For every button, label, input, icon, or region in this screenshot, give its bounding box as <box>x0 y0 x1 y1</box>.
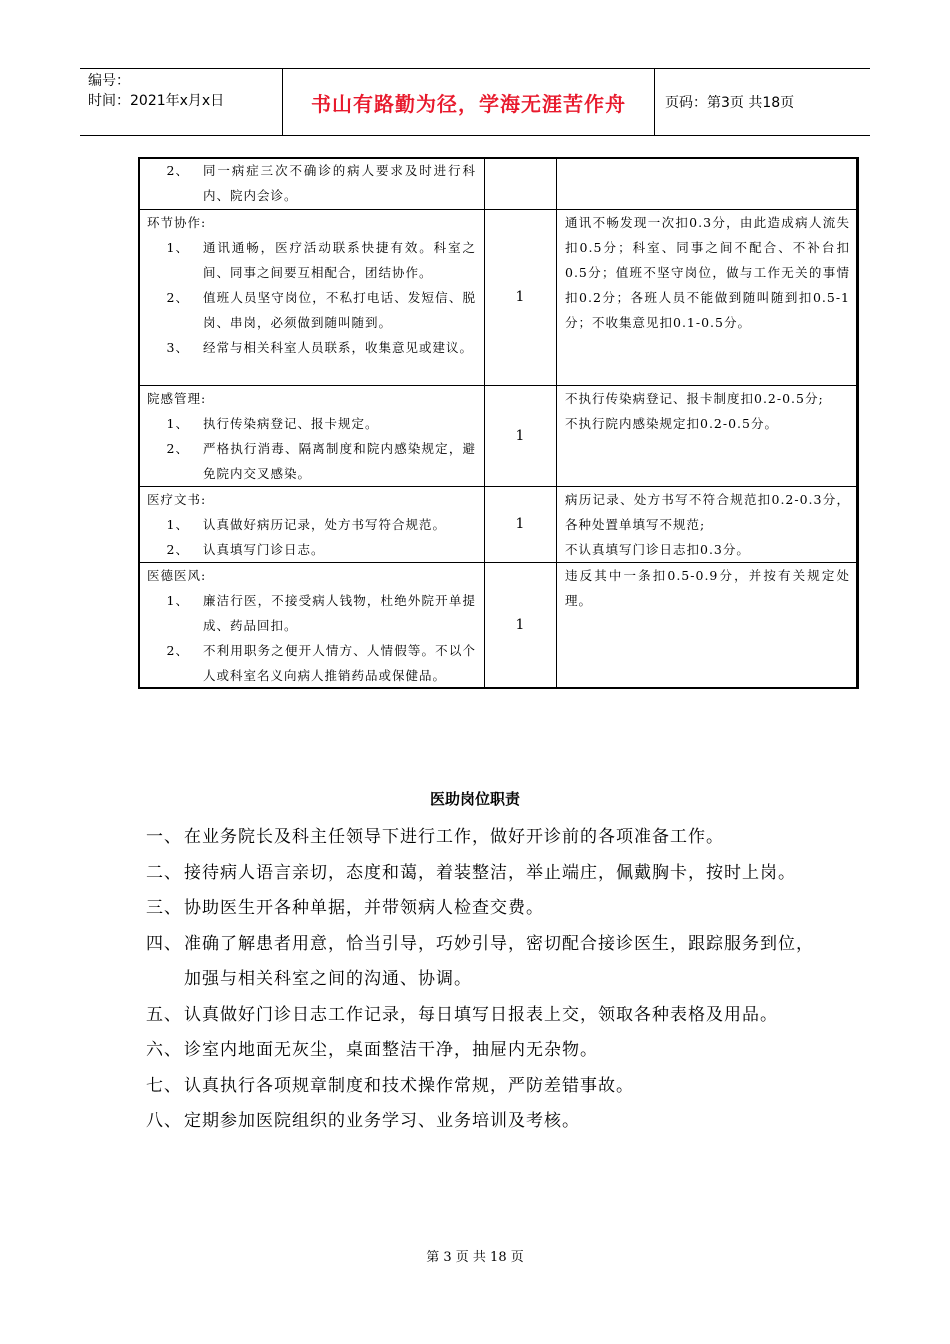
assessment-table-body <box>139 158 859 689</box>
table-row <box>139 210 859 386</box>
deduction-cell <box>557 487 859 563</box>
duty-text: 在业务院长及科主任领导下进行工作，做好开诊前的各项准备工作。 <box>184 827 724 847</box>
standard-item <box>147 285 476 335</box>
duty-item <box>146 927 816 998</box>
duty-number: 一、 <box>146 827 182 847</box>
standard-item <box>147 588 476 638</box>
duty-number: 六、 <box>146 1040 182 1060</box>
duty-number: 三、 <box>146 898 182 918</box>
duty-text: 定期参加医院组织的业务学习、业务培训及考核。 <box>184 1111 580 1131</box>
deduction-text: 通讯不畅发现一次扣0.3分，由此造成病人流失扣0.5分；科室、同事之间不配合、不补台扣0.5分；值班不坚守岗位，做与工作无关的事情扣0.2分；各班人员不能做到随叫随到扣0.5-1分；不收集意见扣0.1-0.5分。 <box>565 215 850 330</box>
standard-item <box>147 537 476 562</box>
score-cell <box>485 158 557 210</box>
item-number: 1、 <box>166 593 189 608</box>
item-number: 1、 <box>166 517 189 532</box>
category-label: 院感管理: <box>147 391 207 406</box>
duty-number: 七、 <box>146 1075 182 1096</box>
item-text: 廉洁行医，不接受病人钱物，杜绝外院开单提成、药品回扣。 <box>203 593 476 633</box>
page-footer: 第 3 页 共 18 页 <box>426 1250 524 1265</box>
score-cell: 1 <box>485 210 557 386</box>
standard-cell <box>139 158 485 210</box>
category-label: 医疗文书: <box>147 492 207 507</box>
item-number: 2、 <box>166 163 189 178</box>
duty-number: 二、 <box>146 862 182 883</box>
duty-text: 诊室内地面无灰尘，桌面整洁干净，抽屉内无杂物。 <box>184 1040 598 1060</box>
page-header <box>80 68 870 136</box>
duty-text: 接待病人语言亲切，态度和蔼，着装整洁，举止端庄，佩戴胸卡，按时上岗。 <box>184 862 796 883</box>
item-text: 不利用职务之便开人情方、人情假等。不以个人或科室名义向病人推销药品或保健品。 <box>203 643 476 683</box>
duty-text: 准确了解患者用意，恰当引导，巧妙引导，密切配合接诊医生，跟踪服务到位，加强与相关科室之间的沟通、协调。 <box>184 933 814 989</box>
standard-cell <box>139 563 485 689</box>
header-page-info: 页码：第3页 共18页 <box>665 95 795 111</box>
item-text: 通讯通畅，医疗活动联系快捷有效。科室之间、同事之间要互相配合，团结协作。 <box>203 240 476 280</box>
duty-item <box>146 1069 816 1105</box>
duty-item <box>146 820 816 856</box>
header-meta <box>80 69 283 135</box>
item-text: 认真做好病历记录，处方书写符合规范。 <box>203 517 447 532</box>
duty-number: 八、 <box>146 1111 182 1131</box>
deduction-text: 病历记录、处方书写不符合规范扣0.2-0.3分，各种处置单填写不规范; <box>565 492 850 532</box>
duty-item <box>146 1104 816 1140</box>
duty-text: 认真做好门诊日志工作记录，每日填写日报表上交，领取各种表格及用品。 <box>184 1004 778 1025</box>
score-cell: 1 <box>485 563 557 689</box>
standard-item <box>147 512 476 537</box>
item-number: 3、 <box>166 340 189 355</box>
deduction-text: 不执行传染病登记、报卡制度扣0.2-0.5分; <box>565 391 824 406</box>
deduction-text: 不执行院内感染规定扣0.2-0.5分。 <box>565 416 778 431</box>
standard-item <box>147 436 476 486</box>
table-row <box>139 158 859 210</box>
score-cell: 1 <box>485 487 557 563</box>
category-label: 环节协作: <box>147 215 207 230</box>
duty-item <box>146 856 816 892</box>
category-label: 医德医风: <box>147 568 207 583</box>
deduction-text: 违反其中一条扣0.5-0.9分，并按有关规定处理。 <box>565 568 850 608</box>
standard-cell <box>139 210 485 386</box>
item-number: 1、 <box>166 240 189 255</box>
deduction-cell <box>557 210 859 386</box>
item-text: 经常与相关科室人员联系，收集意见或建议。 <box>203 340 474 355</box>
item-text: 值班人员坚守岗位，不私打电话、发短信、脱岗、串岗，必须做到随叫随到。 <box>203 290 476 330</box>
standard-cell <box>139 487 485 563</box>
table-row <box>139 386 859 487</box>
standard-item <box>147 235 476 285</box>
deduction-cell <box>557 563 859 689</box>
header-motto: 书山有路勤为径，学海无涯苦作舟 <box>283 69 655 135</box>
standard-item <box>147 638 476 688</box>
duty-number: 五、 <box>146 1004 182 1025</box>
item-text: 认真填写门诊日志。 <box>203 542 325 557</box>
section-title: 医助岗位职责 <box>429 790 520 808</box>
deduction-cell <box>557 158 859 210</box>
deduction-text: 不认真填写门诊日志扣0.3分。 <box>565 542 750 557</box>
header-number-label: 编号： <box>88 73 130 89</box>
header-time-label: 时间：2021年x月x日 <box>88 93 225 109</box>
item-text: 严格执行消毒、隔离制度和院内感染规定，避免院内交叉感染。 <box>203 441 476 481</box>
table-row <box>139 563 859 689</box>
duty-item <box>146 891 816 927</box>
standard-item <box>147 411 476 436</box>
item-number: 1、 <box>166 416 189 431</box>
standard-item <box>147 335 476 360</box>
item-number: 2、 <box>166 643 189 658</box>
duty-text: 协助医生开各种单据，并带领病人检查交费。 <box>184 898 544 918</box>
deduction-cell <box>557 386 859 487</box>
duty-text: 认真执行各项规章制度和技术操作常规，严防差错事故。 <box>184 1075 634 1096</box>
assessment-table <box>138 157 859 689</box>
standard-cell <box>139 386 485 487</box>
standard-item <box>147 158 476 208</box>
item-text: 同一病症三次不确诊的病人要求及时进行科内、院内会诊。 <box>203 163 476 203</box>
table-row <box>139 487 859 563</box>
duties-list <box>146 820 816 1140</box>
duty-item <box>146 998 816 1034</box>
item-number: 2、 <box>166 542 189 557</box>
score-cell: 1 <box>485 386 557 487</box>
item-text: 执行传染病登记、报卡规定。 <box>203 416 379 431</box>
item-number: 2、 <box>166 441 189 456</box>
item-number: 2、 <box>166 290 189 305</box>
duty-item <box>146 1033 816 1069</box>
duty-number: 四、 <box>146 933 182 954</box>
